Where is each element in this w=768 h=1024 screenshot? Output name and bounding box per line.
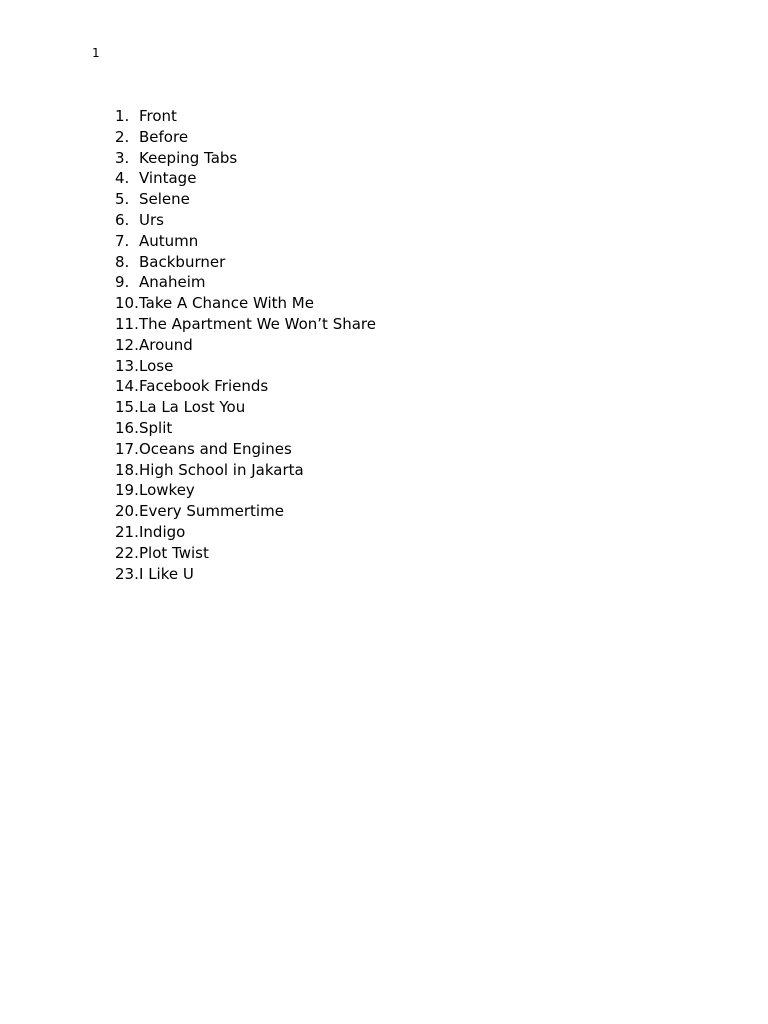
list-item-title: Before bbox=[139, 127, 189, 146]
list-item-number: 10. bbox=[115, 294, 139, 313]
list-item-number: 22. bbox=[115, 543, 139, 562]
list-item-title: Selene bbox=[139, 190, 190, 209]
list-item-number: 13. bbox=[115, 356, 139, 375]
list-item bbox=[115, 231, 376, 252]
list-item-title: Take A Chance With Me bbox=[139, 294, 314, 313]
list-item-number: 8. bbox=[115, 252, 130, 271]
list-item-title: Every Summertime bbox=[139, 502, 284, 521]
list-item-number: 5. bbox=[115, 190, 130, 209]
list-item bbox=[115, 210, 376, 231]
list-item bbox=[115, 314, 376, 335]
track-list bbox=[115, 106, 376, 584]
list-item bbox=[115, 376, 376, 397]
list-item bbox=[115, 397, 376, 418]
list-item-title: Urs bbox=[139, 210, 164, 229]
list-item-number: 23. bbox=[115, 564, 139, 583]
list-item-title: Anaheim bbox=[139, 273, 206, 292]
list-item-number: 9. bbox=[115, 273, 130, 292]
list-item bbox=[115, 418, 376, 439]
list-item bbox=[115, 168, 376, 189]
list-item-title: Keeping Tabs bbox=[139, 148, 238, 167]
list-item bbox=[115, 480, 376, 501]
list-item-number: 18. bbox=[115, 460, 139, 479]
list-item-number: 12. bbox=[115, 335, 139, 354]
list-item-number: 20. bbox=[115, 502, 139, 521]
page-number: 1 bbox=[92, 46, 100, 60]
list-item-title: Split bbox=[139, 418, 173, 437]
list-item bbox=[115, 356, 376, 377]
list-item-title: Plot Twist bbox=[139, 543, 209, 562]
list-item-number: 11. bbox=[115, 314, 139, 333]
list-item bbox=[115, 272, 376, 293]
list-item bbox=[115, 543, 376, 564]
list-item bbox=[115, 335, 376, 356]
list-item-title: I Like U bbox=[139, 564, 194, 583]
list-item-title: Front bbox=[139, 107, 177, 125]
list-item-number: 21. bbox=[115, 522, 139, 541]
list-item bbox=[115, 293, 376, 314]
list-item-number: 2. bbox=[115, 127, 130, 146]
list-item bbox=[115, 106, 376, 127]
list-item bbox=[115, 522, 376, 543]
list-item-title: Autumn bbox=[139, 231, 199, 250]
list-item-number: 1. bbox=[115, 107, 130, 125]
list-item bbox=[115, 148, 376, 169]
list-item-number: 15. bbox=[115, 398, 139, 417]
list-item-title: Vintage bbox=[139, 169, 197, 188]
list-item-number: 7. bbox=[115, 231, 130, 250]
list-item-title: La La Lost You bbox=[139, 398, 246, 417]
list-item bbox=[115, 564, 376, 585]
list-item-number: 6. bbox=[115, 210, 130, 229]
list-item bbox=[115, 189, 376, 210]
list-item bbox=[115, 252, 376, 273]
list-item-number: 4. bbox=[115, 169, 130, 188]
list-item-number: 17. bbox=[115, 439, 139, 458]
list-item bbox=[115, 127, 376, 148]
list-item-number: 3. bbox=[115, 148, 130, 167]
list-item-title: Indigo bbox=[139, 522, 186, 541]
list-item-number: 19. bbox=[115, 481, 139, 500]
list-item-title: The Apartment We Won’t Share bbox=[139, 314, 376, 333]
list-item-title: Around bbox=[139, 335, 193, 354]
list-item-title: Facebook Friends bbox=[139, 377, 269, 396]
list-item-title: High School in Jakarta bbox=[139, 460, 304, 479]
list-item-title: Lose bbox=[139, 356, 174, 375]
list-item-title: Oceans and Engines bbox=[139, 439, 292, 458]
list-item bbox=[115, 439, 376, 460]
list-item bbox=[115, 460, 376, 481]
list-item-title: Lowkey bbox=[139, 481, 195, 500]
list-item-number: 16. bbox=[115, 418, 139, 437]
list-item-title: Backburner bbox=[139, 252, 226, 271]
list-item-number: 14. bbox=[115, 377, 139, 396]
list-item bbox=[115, 501, 376, 522]
